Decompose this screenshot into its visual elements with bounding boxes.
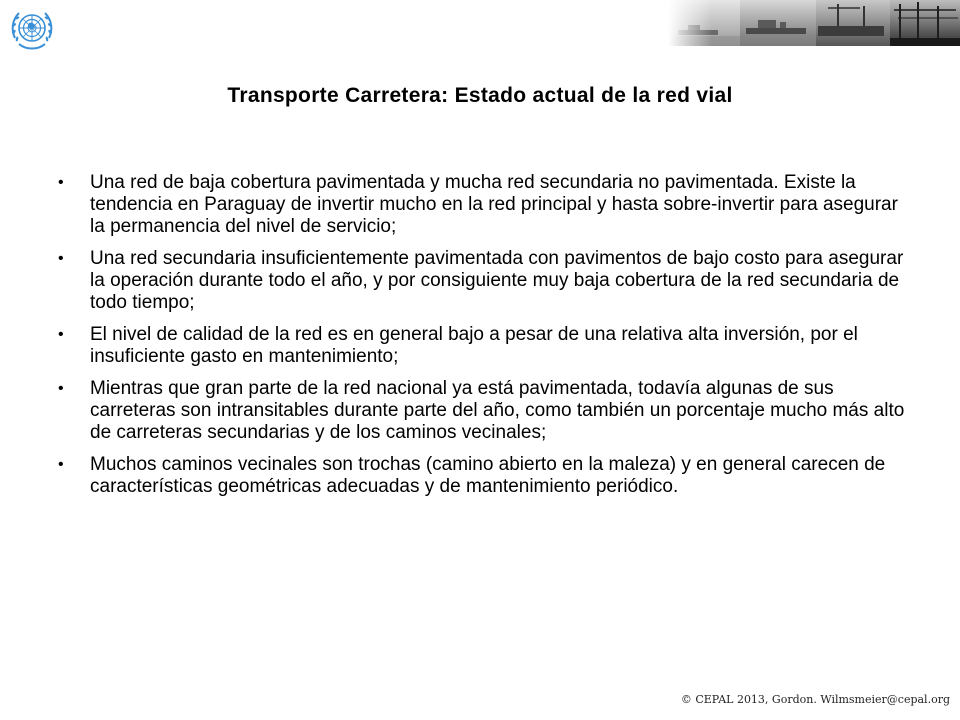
list-item xyxy=(58,248,908,314)
bullet-text: El nivel de calidad de la red es en general bajo a pesar de una relativa alta inversión, por el insuficiente gasto en mantenimiento; xyxy=(90,324,858,367)
bullet-icon: • xyxy=(58,380,64,397)
list-item xyxy=(58,324,908,368)
bullet-icon: • xyxy=(58,250,64,267)
list-item xyxy=(58,454,908,498)
un-emblem-icon xyxy=(6,4,58,56)
bullet-icon: • xyxy=(58,456,64,473)
port-photo-strip xyxy=(668,0,960,46)
bullet-text: Mientras que gran parte de la red nacional ya está pavimentada, todavía algunas de sus carreteras son intransitables durante parte del año, como también un porcentaje mucho más alto de carreteras secundarias y de los caminos vecinales; xyxy=(90,378,905,443)
slide-title: Transporte Carretera: Estado actual de la red vial xyxy=(227,84,733,107)
bullet-text: Muchos caminos vecinales son trochas (camino abierto en la maleza) y en general carecen de características geométricas adecuadas y de mantenimiento periódico. xyxy=(90,454,886,497)
list-item xyxy=(58,378,908,444)
bullet-list xyxy=(58,172,908,508)
bullet-icon: • xyxy=(58,326,64,343)
footer-copyright: © CEPAL 2013, Gordon. Wilmsmeier@cepal.org xyxy=(680,693,950,706)
bullet-text: Una red secundaria insuficientemente pavimentada con pavimentos de bajo costo para asegurar la operación durante todo el año, y por consiguiente muy baja cobertura de la red secundaria de todo tiempo; xyxy=(90,248,904,313)
bullet-icon: • xyxy=(58,174,64,191)
list-item xyxy=(58,172,908,238)
bullet-text: Una red de baja cobertura pavimentada y mucha red secundaria no pavimentada. Existe la tendencia en Paraguay de invertir mucho en la red principal y hasta sobre-invertir para asegurar la permanencia del nivel de servicio; xyxy=(90,172,898,237)
